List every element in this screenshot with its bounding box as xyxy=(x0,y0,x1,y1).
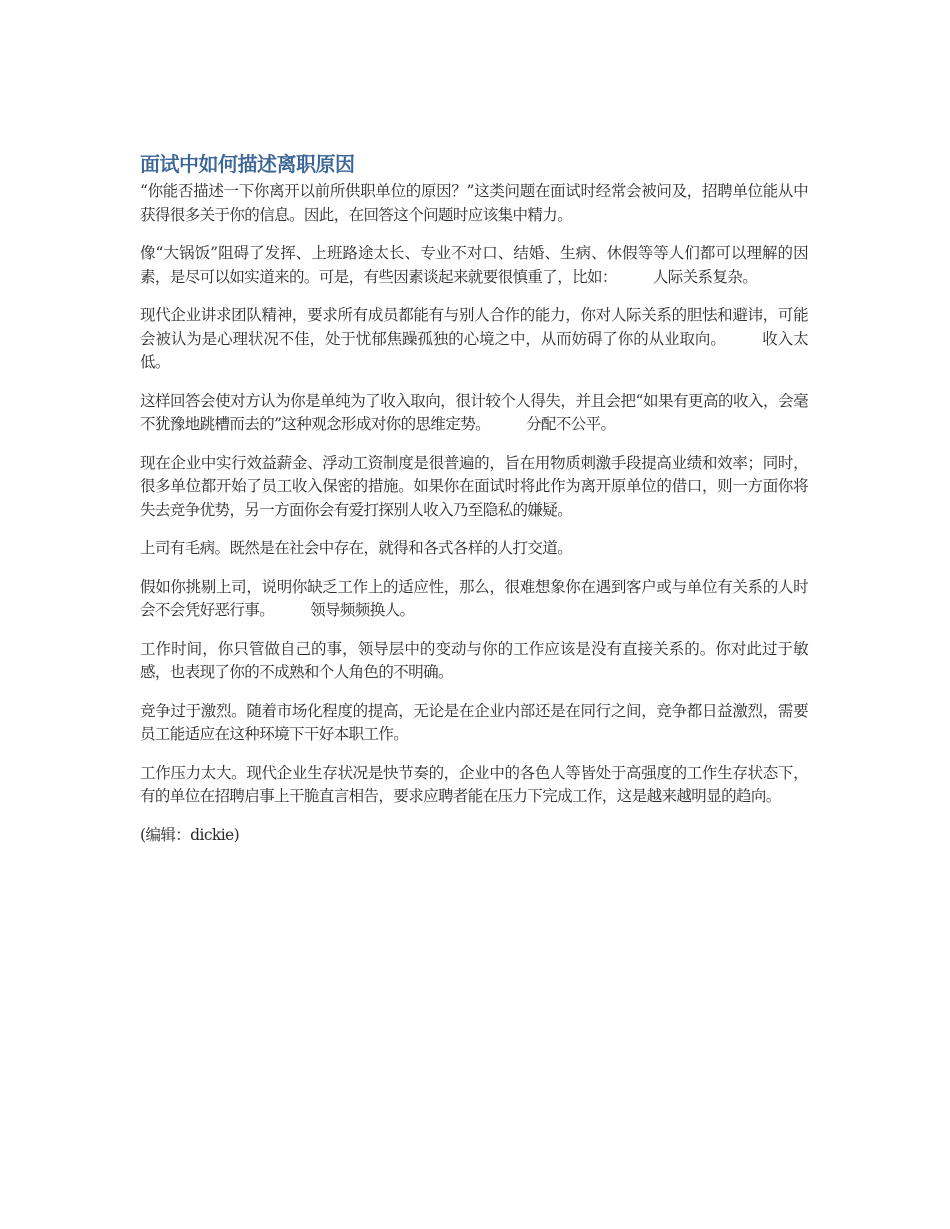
paragraph-text: 上司有毛病。既然是在社会中存在，就得和各式各样的人打交道。 xyxy=(140,539,573,557)
paragraph-text: 工作压力太大。现代企业生存状况是快节奏的，企业中的各色人等皆处于高强度的工作生存状态下，有的单位在招聘启事上干脆直言相告，要求应聘者能在压力下完成工作，这是越来越明显的趋向。 xyxy=(140,763,808,805)
article-body xyxy=(140,150,808,862)
paragraph-6 xyxy=(140,537,808,561)
paragraph-9 xyxy=(140,700,808,747)
article-title: 面试中如何描述离职原因 xyxy=(140,152,355,176)
subheading-inline: 收入太低。 xyxy=(140,329,808,371)
paragraph-4 xyxy=(140,390,808,437)
subheading-inline: 分配不公平。 xyxy=(526,415,616,433)
paragraph-10 xyxy=(140,762,808,809)
paragraph-text: 现代企业讲求团队精神，要求所有成员都能有与别人合作的能力，你对人际关系的胆怯和避讳，可能会被认为是心理状况不佳，处于忧郁焦躁孤独的心境之中，从而妨碍了你的从业取向。 xyxy=(140,306,808,348)
paragraph-text: 现在企业中实行效益薪金、浮动工资制度是很普遍的，旨在用物质刺激手段提高业绩和效率；同时，很多单位都开始了员工收入保密的措施。如果你在面试时将此作为离开原单位的借口，则一方面你将失去竞争优势，另一方面你会有爱打探别人收入乃至隐私的嫌疑。 xyxy=(140,453,808,519)
paragraph-text: “你能否描述一下你离开以前所供职单位的原因？”这类问题在面试时经常会被问及，招聘单位能从中获得很多关于你的信息。因此，在回答这个问题时应该集中精力。 xyxy=(140,182,808,224)
paragraph-5 xyxy=(140,452,808,523)
paragraph-text: 这样回答会使对方认为你是单纯为了收入取向，很计较个人得失，并且会把“如果有更高的收入，会毫不犹豫地跳槽而去的”这种观念形成对你的思维定势。 xyxy=(140,391,808,433)
editor-credit xyxy=(140,824,808,848)
subheading-inline: 领导频频换人。 xyxy=(310,601,415,619)
editor-credit-text: (编辑：dickie) xyxy=(140,825,240,844)
paragraph-text: 像“大锅饭”阻碍了发挥、上班路途太长、专业不对口、结婚、生病、休假等等人们都可以理解的因素，是尽可以如实道来的。可是，有些因素谈起来就要很慎重了，比如： xyxy=(140,244,808,286)
paragraph-text: 工作时间，你只管做自己的事，领导层中的变动与你的工作应该是没有直接关系的。你对此过于敏感，也表现了你的不成熟和个人角色的不明确。 xyxy=(140,639,808,681)
paragraph-8 xyxy=(140,638,808,685)
paragraph-text: 竞争过于激烈。随着市场化程度的提高，无论是在企业内部还是在同行之间，竞争都日益激烈，需要员工能适应在这种环境下干好本职工作。 xyxy=(140,701,808,743)
paragraph-text: 假如你挑剔上司，说明你缺乏工作上的适应性，那么，很难想象你在遇到客户或与单位有关系的人时会不会凭好恶行事。 xyxy=(140,577,808,619)
paragraph-1 xyxy=(140,180,808,227)
paragraph-2 xyxy=(140,242,808,289)
paragraph-7 xyxy=(140,576,808,623)
paragraph-3 xyxy=(140,304,808,375)
subheading-inline: 人际关系复杂。 xyxy=(652,267,758,286)
